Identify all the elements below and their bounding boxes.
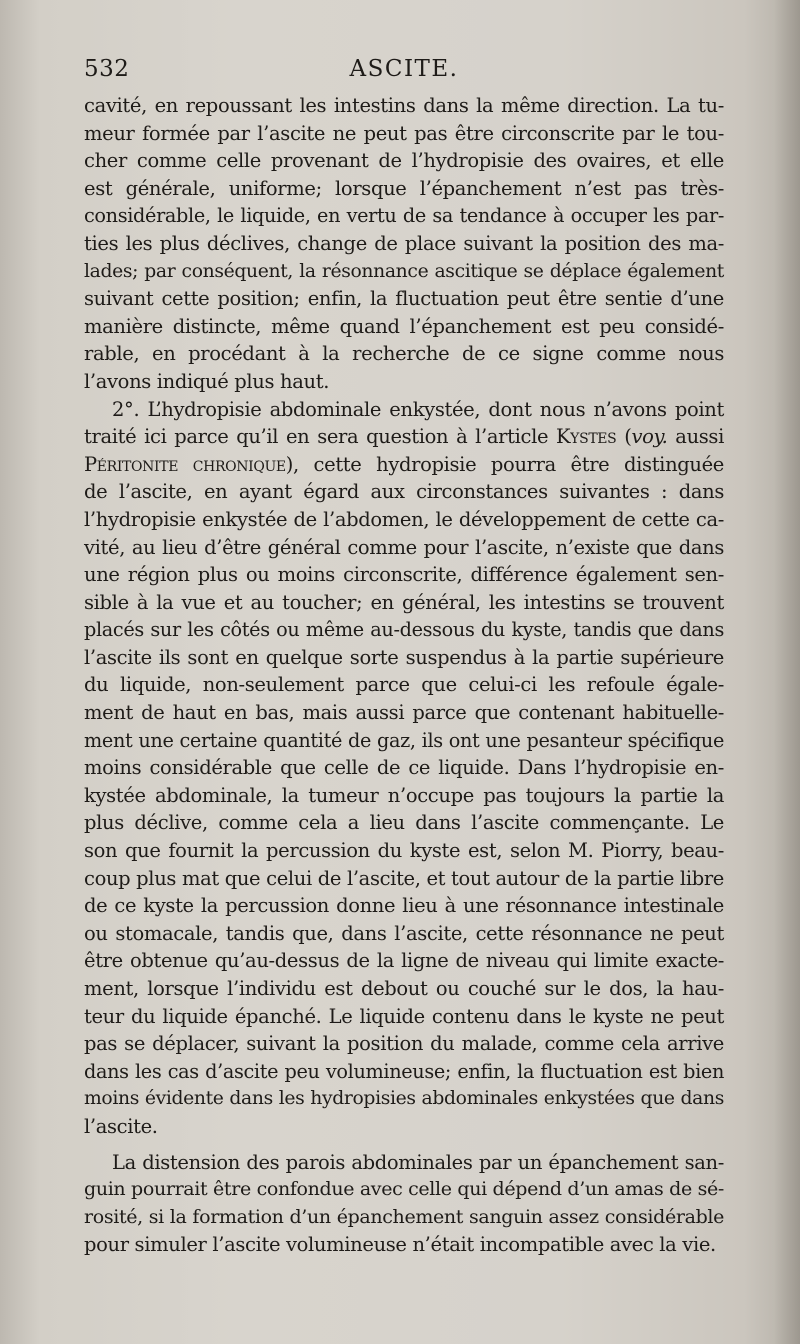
text-line: meur formée par l’ascite ne peut pas être circonscrite par le tou-: [84, 121, 724, 145]
text-line: considérable, le liquide, en vertu de sa tendance à occuper les par-: [84, 204, 724, 228]
text-line: l’ascite ils sont en quelque sorte suspendus à la partie supérieure: [84, 645, 724, 669]
text-line: coup plus mat que celui de l’ascite, et tout autour de la partie libre: [84, 866, 724, 890]
text-line: placés sur les côtés ou même au-dessous du kyste, tandis que dans: [84, 618, 724, 642]
text-line: plus déclive, comme cela a lieu dans l’ascite commençante. Le: [84, 811, 724, 835]
text-line: moins considérable que celle de ce liquide. Dans l’hydropisie en-: [84, 756, 724, 780]
text-line: pour simuler l’ascite volumineuse n’était incompatible avec la vie.: [84, 1233, 716, 1257]
paragraph-3: [84, 1149, 724, 1259]
text-line: cavité, en repoussant les intestins dans la même direction. La tu-: [84, 94, 724, 117]
page-number: 532: [84, 56, 130, 82]
text-line-with-reference: [84, 423, 724, 451]
text-run: ), cette hydropisie pourra être distinguée: [285, 452, 724, 476]
cross-reference-peritonite: Péritonite chronique: [84, 452, 286, 476]
running-head: [84, 56, 724, 88]
running-title: ASCITE.: [349, 56, 459, 82]
text-line: l’ascite.: [84, 1114, 158, 1138]
text-line: dans les cas d’ascite peu volumineuse; enfin, la fluctuation est bien: [84, 1059, 724, 1083]
paragraph-2: [84, 396, 724, 1141]
text-line: rable, en procédant à la recherche de ce signe comme nous: [84, 342, 724, 366]
text-run: traité ici parce qu’il en sera question à l’article: [84, 425, 556, 449]
text-line: de l’ascite, en ayant égard aux circonstances suivantes : dans: [84, 480, 724, 504]
text-line: de ce kyste la percussion donne lieu à une résonnance intestinale: [84, 894, 724, 918]
text-line-with-reference: [84, 451, 724, 479]
paragraph-1: [84, 92, 724, 396]
text-line: cher comme celle provenant de l’hydropisie des ovaires, et elle: [84, 149, 724, 173]
text-line: son que fournit la percussion du kyste est, selon M. Piorry, beau-: [84, 839, 724, 863]
paragraph-gap: [84, 1141, 724, 1149]
text-line: être obtenue qu’au-dessus de la ligne de niveau qui limite exacte-: [84, 949, 724, 973]
text-line: l’hydropisie enkystée de l’abdomen, le développement de cette ca-: [84, 507, 724, 531]
text-line: pas se déplacer, suivant la position du malade, comme cela arrive: [84, 1032, 724, 1056]
body-text: [84, 92, 724, 1259]
text-line: kystée abdominale, la tumeur n’occupe pas toujours la partie la: [84, 783, 724, 807]
text-line: l’avons indiqué plus haut.: [84, 369, 330, 393]
text-run: (: [616, 425, 632, 449]
text-line: ment de haut en bas, mais aussi parce que contenant habituelle-: [84, 701, 724, 725]
text-line: est générale, uniforme; lorsque l’épanchement n’est pas très-: [84, 176, 724, 200]
text-line: une région plus ou moins circonscrite, différence également sen-: [84, 563, 724, 587]
text-line: suivant cette position; enfin, la fluctuation peut être sentie d’une: [84, 287, 724, 311]
cross-reference-kystes: Kystes: [555, 425, 617, 449]
text-line: ment une certaine quantité de gaz, ils ont une pesanteur spécifique: [84, 728, 724, 752]
text-line: sible à la vue et au toucher; en général, les intestins se trouvent: [84, 590, 724, 614]
text-line: ties les plus déclives, change de place suivant la position des ma-: [84, 231, 724, 255]
text-line: ment, lorsque l’individu est debout ou couché sur le dos, la hau-: [84, 977, 724, 1000]
text-line: lades; par conséquent, la résonnance ascitique se déplace également: [84, 260, 724, 282]
italic-voy: voy.: [631, 425, 668, 449]
text-line: ou stomacale, tandis que, dans l’ascite, cette résonnance ne peut: [84, 921, 724, 945]
text-line: 2°. L’hydropisie abdominale enkystée, dont nous n’avons point: [112, 397, 724, 421]
text-line: rosité, si la formation d’un épanchement sanguin assez considérable: [84, 1205, 724, 1228]
text-line: vité, au lieu d’être général comme pour l’ascite, n’existe que dans: [84, 535, 724, 559]
text-run: aussi: [667, 425, 724, 449]
text-line: teur du liquide épanché. Le liquide contenu dans le kyste ne peut: [84, 1004, 724, 1028]
text-line: La distension des parois abdominales par un épanchement san-: [112, 1150, 724, 1174]
text-line: moins évidente dans les hydropisies abdominales enkystées que dans: [84, 1088, 724, 1110]
text-line: guin pourrait être confondue avec celle qui dépend d’un amas de sé-: [84, 1178, 724, 1201]
text-line: du liquide, non-seulement parce que celui-ci les refoule égale-: [84, 673, 724, 697]
text-line: manière distincte, même quand l’épanchement est peu considé-: [84, 314, 724, 338]
